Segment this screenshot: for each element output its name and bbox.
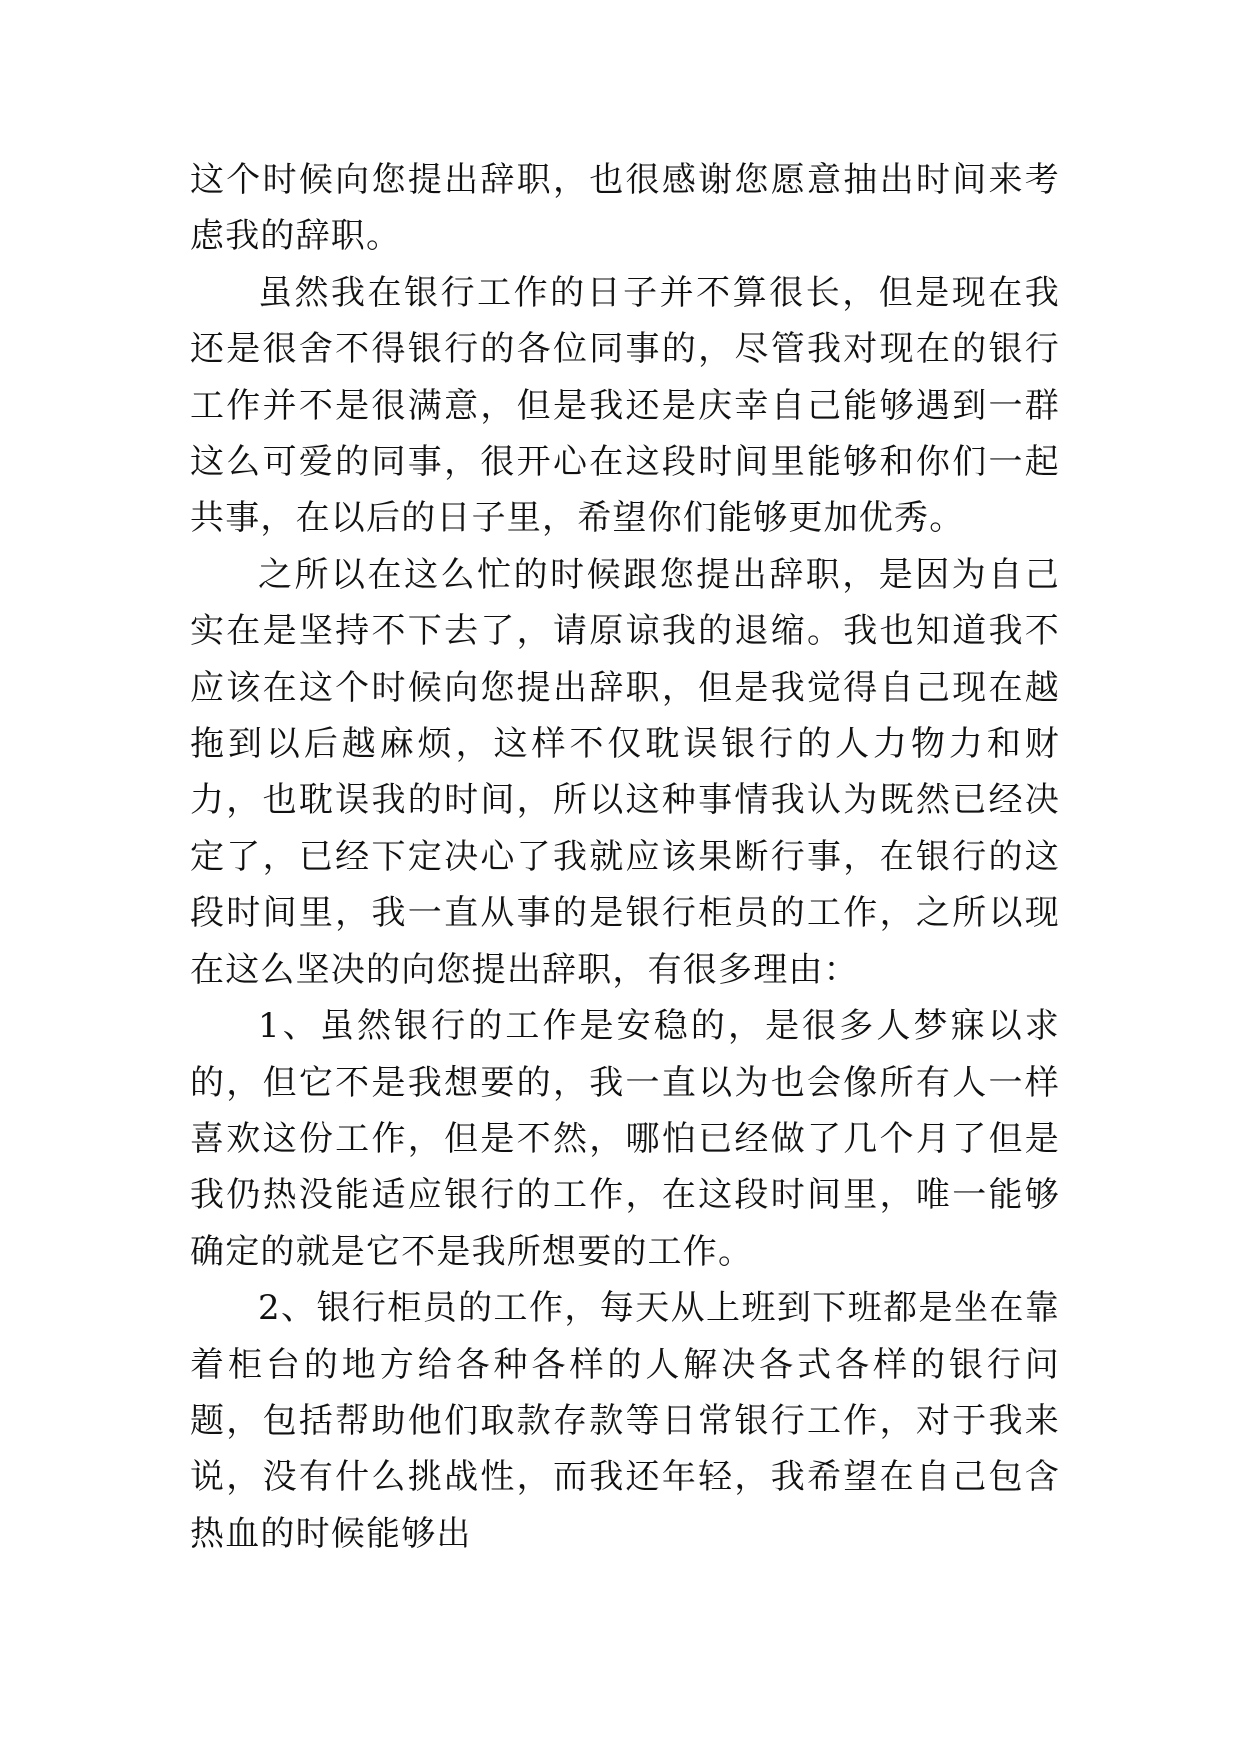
paragraph-reason-1: 1、虽然银行的工作是安稳的，是很多人梦寐以求的，但它不是我想要的，我一直以为也会像所有人一样喜欢这份工作，但是不然，哪怕已经做了几个月了但是我仍热没能适应银行的工作，在这段时间里，唯一能够确定的就是它不是我所想要的工作。 bbox=[190, 1006, 1060, 1272]
paragraph-reasons-intro: 之所以在这么忙的时候跟您提出辞职，是因为自己实在是坚持不下去了，请原谅我的退缩。我也知道我不应该在这个时候向您提出辞职，但是我觉得自己现在越拖到以后越麻烦，这样不仅耽误银行的人力物力和财力，也耽误我的时间，所以这种事情我认为既然已经决定了，已经下定决心了我就应该果断行事，在银行的这段时间里，我一直从事的是银行柜员的工作，之所以现在这么坚决的向您提出辞职，有很多理由： bbox=[190, 554, 1060, 990]
paragraph-continuation: 这个时候向您提出辞职，也很感谢您愿意抽出时间来考虑我的辞职。 bbox=[190, 160, 1060, 257]
paragraph-colleagues: 虽然我在银行工作的日子并不算很长，但是现在我还是很舍不得银行的各位同事的，尽管我对现在的银行工作并不是很满意，但是我还是庆幸自己能够遇到一群这么可爱的同事，很开心在这段时间里能够和你们一起共事，在以后的日子里，希望你们能够更加优秀。 bbox=[190, 272, 1060, 539]
paragraph-reason-2: 2、银行柜员的工作，每天从上班到下班都是坐在靠着柜台的地方给各种各样的人解决各式各样的银行问题，包括帮助他们取款存款等日常银行工作，对于我来说，没有什么挑战性，而我还年轻，我希望在自己包含热血的时候能够出 bbox=[190, 1288, 1060, 1554]
document-body bbox=[190, 152, 1060, 1562]
